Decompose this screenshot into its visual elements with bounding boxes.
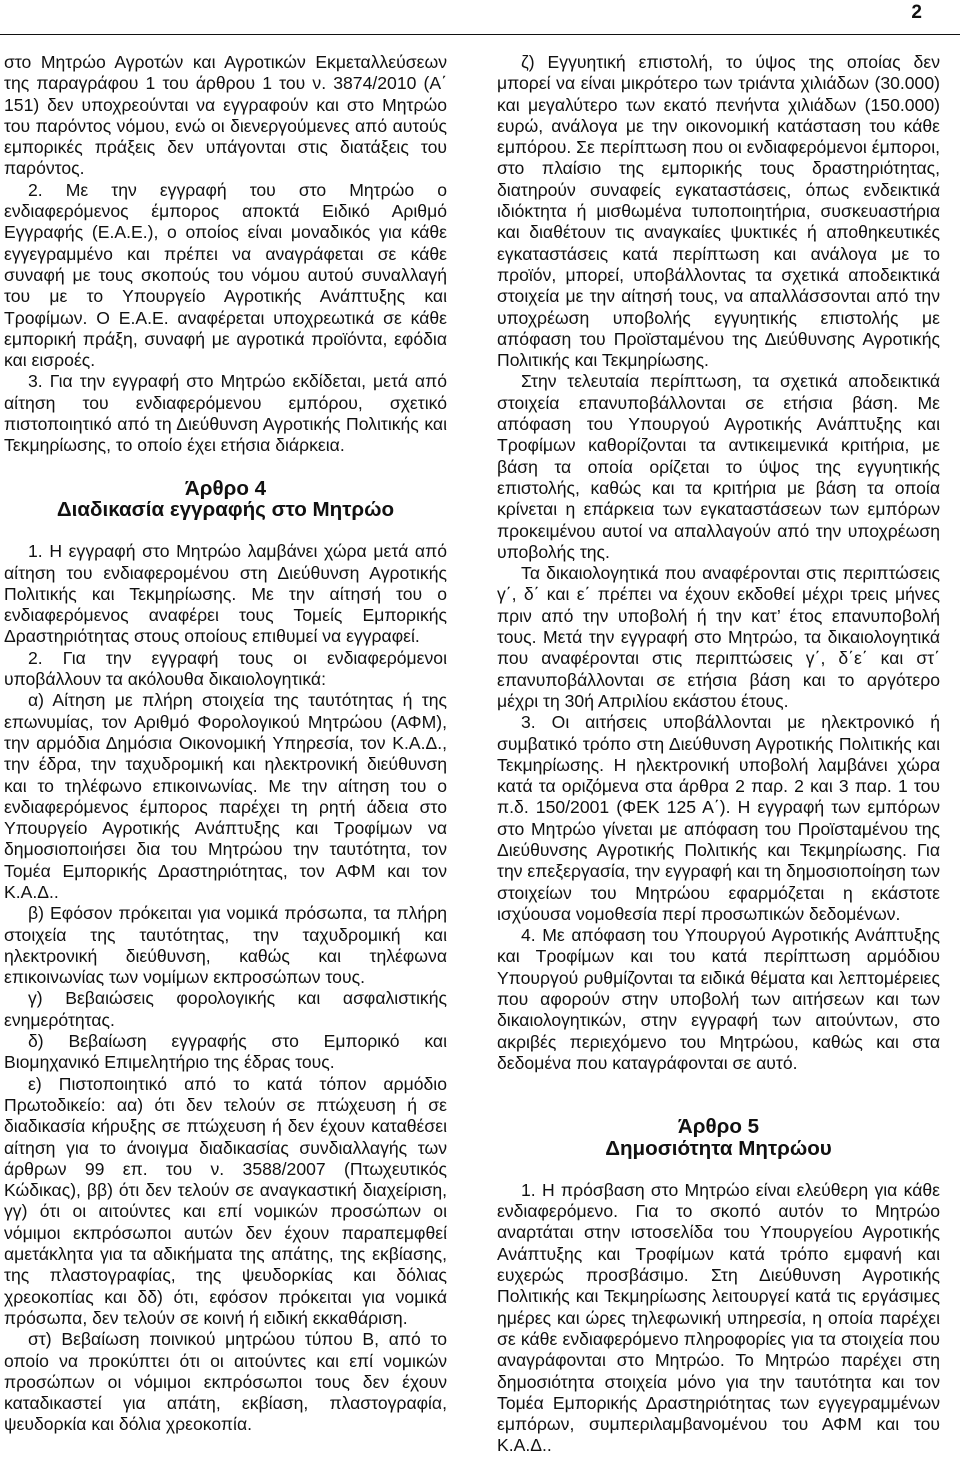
article-4-paragraph-2: 2. Για την εγγραφή τους οι ενδιαφερόμενοι υποβάλλουν τα ακόλουθα δικαιολογητικά:: [4, 647, 447, 690]
header-rule: [0, 34, 960, 35]
page-number: 2: [911, 2, 922, 23]
paragraph-3: 3. Για την εγγραφή στο Μητρώο εκδίδεται, μετά από αίτηση του ενδιαφερόμενου εμπόρου, σχετικό πιστοποιητικό από τη Διεύθυνση Αγροτικής Πολιτικής και Τεκμηρίωσης, το οποίο έχει ετήσια διάρκεια.: [4, 371, 447, 456]
paragraph-last-case: Στην τελευταία περίπτωση, τα σχετικά αποδεικτικά στοιχεία επανυποβάλλονται σε ετήσια βάση. Με απόφαση του Υπουργού Αγροτικής Ανάπτυξης και Τροφίμων καθορίζονται τα αντικειμενικά κριτήρια, με βάση τα οποία ορίζεται το ύψος της εγγυητικής επιστολής, καθώς και τα κριτήρια με βάση τα οποία κρίνεται η επάρκεια των εγκαταστάσεων των εμπόρων προκειμένου αυτοί να απαλλαγούν από την υποχρέωση υποβολής της.: [497, 371, 940, 562]
paragraph-documents: Τα δικαιολογητικά που αναφέρονται στις περιπτώσεις γ΄, δ΄ και ε΄ πρέπει να έχουν εκδοθεί μέχρι τρεις μήνες πριν από την υποβολή ή την κατ’ έτος επανυποβολή τους. Μετά την εγγραφή στο Μητρώο, τα δικαιολογητικά που αναφέρονται στις περιπτώσεις γ΄, δ΄ε΄ και στ΄ επανυποβάλλονται σε ετήσια βάση και το αργότερο μέχρι τη 30ή Απριλίου εκάστου έτους.: [497, 563, 940, 711]
paragraph-2: 2. Με την εγγραφή του στο Μητρώο ο ενδιαφερόμενος έμπορος αποκτά Ειδικό Αριθμό Εγγραφής (Ε.Α.Ε.), ο οποίος είναι μοναδικός για κάθε εγγεγραμμένο και πρέπει να αναγράφεται σε κάθε συναφή με τους σκοπούς του νόμου αυτού συναλλαγή του με το Υπουργείο Αγροτικής Ανάπτυξης και Τροφίμων. Ο Ε.Α.Ε. αναφέρεται υποχρεωτικά σε κάθε εμπορική πράξη, συναφή με αγροτικά προϊόντα, εφόδια και εισροές.: [4, 179, 447, 371]
article-4-item-d: δ) Βεβαίωση εγγραφής στο Εμπορικό και Βιομηχανικό Επιμελητήριο της έδρας τους.: [4, 1031, 447, 1073]
article-5-number: Άρθρο 5: [677, 1115, 760, 1139]
article-4-title: Διαδικασία εγγραφής στο Μητρώο: [56, 497, 395, 521]
article-4-paragraph-4: 4. Με απόφαση του Υπουργού Αγροτικής Ανάπτυξης και Τροφίμων και του κατά περίπτωση αρμόδιου Υπουργού ρυθμίζονται τα ειδικά θέματα και λεπτομέρειες που αφορούν στην υποβολή των αιτήσεων και των δικαιολογητικών, στην εγγραφή των αιτούντων, στο ακριβές περιεχόμενο του Μητρώου, καθώς και στα δεδομένα που καταγράφονται σε αυτό.: [497, 925, 940, 1073]
article-5-paragraph-1: 1. Η πρόσβαση στο Μητρώο είναι ελεύθερη για κάθε ενδιαφερόμενο. Για το σκοπό αυτόν το Μητρώο αναρτάται στην ιστοσελίδα του Υπουργείου Αγροτικής Ανάπτυξης και Τροφίμων κατά τρόπο εμφανή και ευχερώς προσβάσιμο. Στη Διεύθυνση Αγροτικής Πολιτικής και Τεκμηρίωσης λειτουργεί κατά τις εργάσιμες ημέρες και ώρες τηλεφωνική υπηρεσία, η οποία παρέχει σε κάθε ενδιαφερόμενο πληροφορίες για τα στοιχεία που αναγράφονται στο Μητρώο. Το Μητρώο παρέχει στη δημοσιότητα στοιχεία μόνο για την ταυτότητα και τον Τομέα Εμπορικής Δραστηριότητας των εγγεγραμμένων εμπόρων, συμπεριλαμβανομένου του ΑΦΜ και του Κ.Α.Δ..: [497, 1179, 940, 1456]
article-4-item-f: στ) Βεβαίωση ποινικού μητρώου τύπου Β, από το οποίο να προκύπτει ότι οι αιτούντες και επί νομικών προσώπων οι νόμιμοι εκπρόσωποι τους δεν έχουν καταδικαστεί για απάτη, εκβίαση, πλαστογραφία, ψευδορκία και δόλια χρεοκοπία.: [4, 1329, 447, 1435]
left-column: [4, 52, 447, 1436]
article-4-item-z: ζ) Εγγυητική επιστολή, το ύψος της οποίας δεν μπορεί να είναι μικρότερο των τριάντα χιλιάδων (30.000) και μεγαλύτερο των εκατό πενήντα χιλιάδων (150.000) ευρώ, ανάλογα με την οικονομική κατάσταση του κάθε εμπόρου. Σε περίπτωση που οι ενδιαφερόμενοι έμποροι, στο πλαίσιο της εμπορικής τους δραστηριότητας, διατηρούν συναφείς εγκαταστάσεις, όπως ενδεικτικά ιδιόκτητα ή μισθωμένα τυποποιητήρια, συσκευαστήρια και διαθέτουν τις αναγκαίες ψυκτικές ή αποθηκευτικές εγκαταστάσεις κατά περίπτωση και ανάλογα με το προϊόν, μπορεί, υποβάλλοντας τα σχετικά αποδεικτικά στοιχεία με την αίτησή τους, να απαλλάσσονται από την υποχρέωση υποβολής εγγυητικής επιστολής με απόφαση του Προϊσταμένου της Διεύθυνσης Αγροτικής Πολιτικής και Τεκμηρίωσης.: [497, 52, 940, 371]
article-4-item-e: ε) Πιστοποιητικό από το κατά τόπον αρμόδιο Πρωτοδικείο: αα) ότι δεν τελούν σε πτώχευση ή σε διαδικασία κήρυξης σε πτώχευση ή δεν έχουν καταθέσει αίτηση για το άνοιγμα διαδικασίας συνδιαλλαγής των άρθρων 99 επ. του ν. 3588/2007 (Πτωχευτικός Κώδικας), ββ) ότι δεν τελούν σε αναγκαστική διαχείριση, γγ) ότι οι αιτούντες και επί νομικών προσώπων οι νόμιμοι εκπρόσωποι αυτών δεν έχουν παραπεμφθεί αμετάκλητα για τα αδικήματα της απάτης, της εκβίασης, της πλαστογραφίας, της ψευδορκίας και δόλιας χρεοκοπίας και δδ) ότι, εφόσον πρόκειται για νομικά πρόσωπα, δεν τελούν σε κοινή ή ειδική εκκαθάριση.: [4, 1073, 447, 1328]
article-4-paragraph-1: 1. Η εγγραφή στο Μητρώο λαμβάνει χώρα μετά από αίτηση του ενδιαφερομένου στη Διεύθυνση Αγροτικής Πολιτικής και Τεκμηρίωσης. Με την αίτησή του ο ενδιαφερόμενος αναφέρει τους Τομείς Εμπορικής Δραστηριότητας στους οποίους επιθυμεί να εγγραφεί.: [4, 541, 447, 647]
article-4-item-b: β) Εφόσον πρόκειται για νομικά πρόσωπα, τα πλήρη στοιχεία της ταυτότητας, την ταχυδρομική και ηλεκτρονική διεύθυνση, καθώς και τηλέφωνα επικοινωνίας των νομίμων εκπροσώπων τους.: [4, 903, 447, 988]
right-column: [497, 52, 940, 1457]
article-4-paragraph-3: 3. Οι αιτήσεις υποβάλλονται με ηλεκτρονικό ή συμβατικό τρόπο στη Διεύθυνση Αγροτικής Πολιτικής και Τεκμηρίωσης. Η ηλεκτρονική υποβολή λαμβάνει χώρα κατά τα οριζόμενα στα άρθρα 2 παρ. 2 και 3 παρ. 1 του π.δ. 150/2001 (ΦΕΚ 125 Α΄). Η εγγραφή των εμπόρων στο Μητρώο γίνεται με απόφαση του Προϊσταμένου της Διεύθυνσης Αγροτικής Πολιτικής και Τεκμηρίωσης. Για την επεξεργασία, την εγγραφή και τη δημοσιοποίηση των στοιχείων του Μητρώου εφαρμόζεται η εκάστοτε ισχύουσα νομοθεσία περί προσωπικών δεδομένων.: [497, 712, 940, 924]
paragraph-intro: στο Μητρώο Αγροτών και Αγροτικών Εκμεταλλεύσεων της παραγράφου 1 του άρθρου 1 του ν. 3874/2010 (Α΄ 151) δεν υποχρεούνται να εγγραφούν και στο Μητρώο του παρόντος νόμου, ενώ οι διενεργούμενες από αυτούς εμπορικές πράξεις δεν υπάγονται στις διατάξεις του παρόντος.: [4, 52, 447, 179]
article-4-item-a: α) Αίτηση με πλήρη στοιχεία της ταυτότητας ή της επωνυμίας, τον Αριθμό Φορολογικού Μητρώου (ΑΦΜ), την αρμόδια Δημόσια Οικονομική Υπηρεσία, τον Κ.Α.Δ., την έδρα, την ταχυδρομική και ηλεκτρονική διεύθυνση και το τηλέφωνο επικοινωνίας. Με την αίτηση του ο ενδιαφερόμενος έμπορος παρέχει τη ρητή άδεια στο Υπουργείο Αγροτικής Ανάπτυξης και Τροφίμων να δημοσιοποιήσει δια του Μητρώου την ταυτότητα, τον Τομέα Εμπορικής Δραστηριότητας, τον ΑΦΜ και τον Κ.Α.Δ..: [4, 690, 447, 902]
article-5-title: Δημοσιότητα Μητρώου: [605, 1136, 832, 1160]
article-4-item-c: γ) Βεβαιώσεις φορολογικής και ασφαλιστικής ενημερότητας.: [4, 988, 447, 1030]
article-4-number: Άρθρο 4: [184, 476, 267, 500]
